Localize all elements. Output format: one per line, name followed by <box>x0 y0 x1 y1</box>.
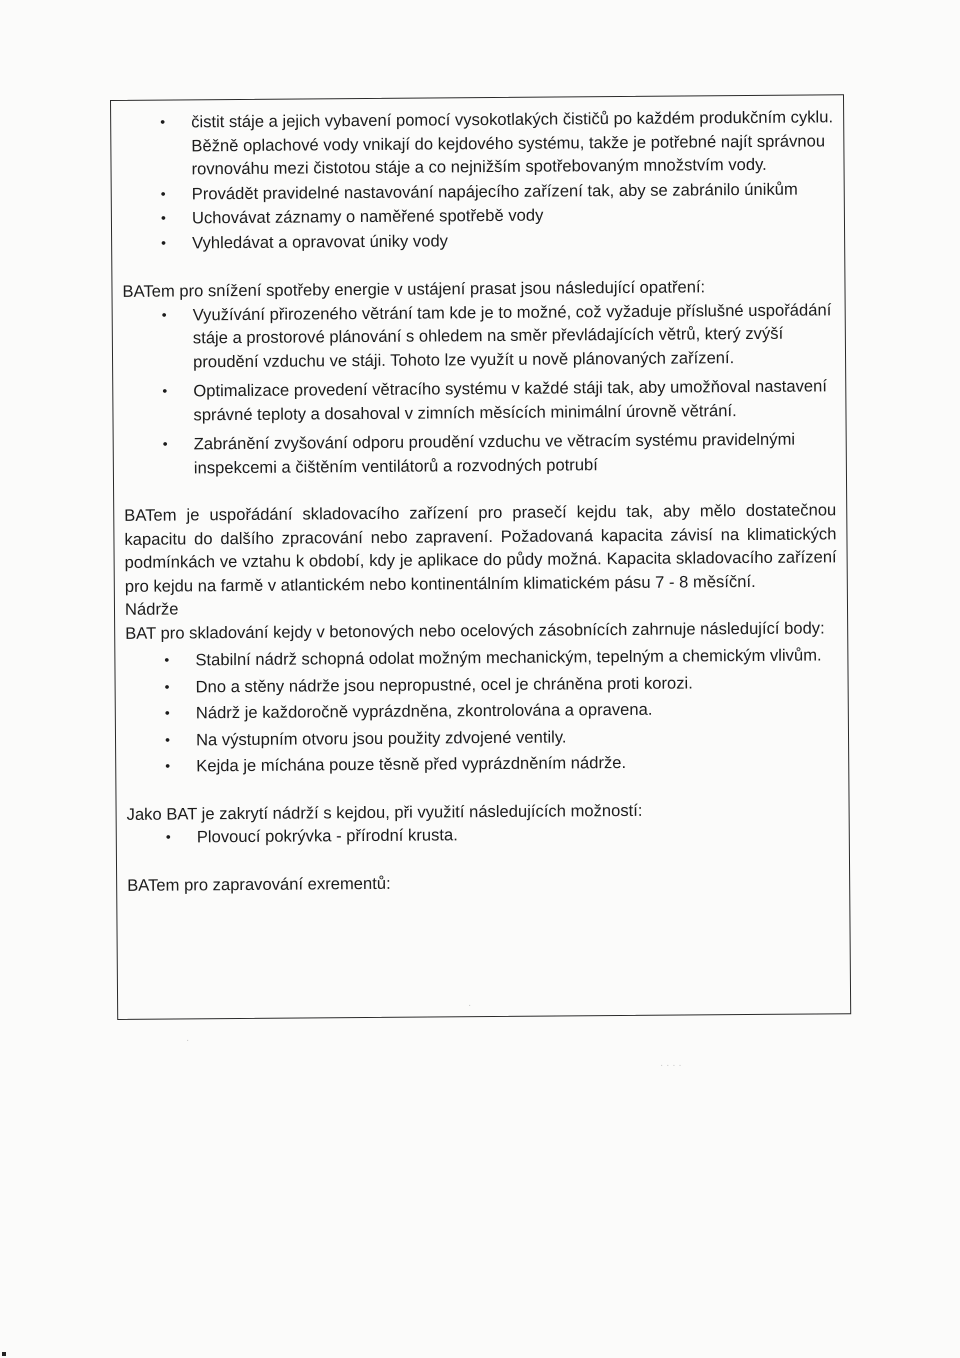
bullet: • <box>164 651 170 668</box>
list-item <box>124 427 836 480</box>
bullet: • <box>161 306 167 323</box>
tanks-heading: Nádrže <box>124 599 179 619</box>
list-item <box>123 298 836 374</box>
list-item-text: Kejda je míchána pouze těsně před vyprázdněním nádrže. <box>196 752 627 776</box>
list-item-text: Plovoucí pokrývka - přírodní krusta. <box>196 825 458 847</box>
list-item <box>121 105 834 181</box>
bullet: • <box>165 757 171 774</box>
list-item-text: Stabilní nádrž schopná odolat možným mechanickým, tepelným a chemickým vlivům. <box>195 645 822 670</box>
bullet: • <box>164 704 170 721</box>
scan-speck: · · · · <box>660 1060 682 1071</box>
document-frame <box>110 94 851 1020</box>
water-measures-list <box>121 105 834 255</box>
list-item-text: Na výstupním otvoru jsou použity zdvojené ventily. <box>195 726 567 749</box>
bullet: • <box>161 234 167 251</box>
incorporation-intro: BATem pro zapravování exrementů: <box>127 873 391 895</box>
scan-mark <box>2 1352 6 1356</box>
scan-speck: · <box>186 1035 190 1046</box>
bullet: • <box>165 828 171 845</box>
bullet: • <box>162 435 168 452</box>
bullet: • <box>160 209 166 226</box>
list-item <box>123 374 835 427</box>
bullet: • <box>162 382 168 399</box>
scan-speck: · <box>468 1000 472 1011</box>
bullet: • <box>164 731 170 748</box>
list-item-text: čistit stáje a jejich vybavení pomocí vysokotlakých čističů po každém produkčním cyklu. Běžně oplachové vody vnikají do kejdového systému, takže je potřebné najít správnou rovnováhu mezi čistotou stáje a co nejnižším spotřebovaným množstvím vody. <box>191 107 834 179</box>
list-item-text: Vyhledávat a opravovat úniky vody <box>192 230 449 252</box>
list-item-text: Dno a stěny nádrže jsou nepropustné, ocel je chráněna proti korozi. <box>195 672 693 696</box>
cover-intro: Jako BAT je zakrytí nádrží s kejdou, při využití následujících možností: <box>126 800 643 824</box>
energy-measures-list <box>123 298 836 480</box>
tanks-intro: BAT pro skladování kejdy v betonových nebo ocelových zásobnících zahrnuje následující body: <box>125 617 825 643</box>
list-item-text: Optimalizace provedení větracího systému v každé stáji tak, aby umožňoval nastavení správné teploty a dosahoval v zimních měsících minimální úrovně větrání. <box>193 376 827 424</box>
list-item <box>126 696 838 725</box>
list-item-text: Uchovávat záznamy o naměřené spotřebě vody <box>191 205 544 228</box>
storage-paragraph: BATem je uspořádání skladovacího zařízení pro prasečí kejdu tak, aby mělo dostatečnou kapacitu do dalšího zpracování nebo zapravení. Požadovaná kapacita závisí na klimatických podmínkách ve vztahu k období, kdy je aplikace do půdy možná. Kapacita skladovacího zařízení pro kejdu na farmě v atlantickém nebo kontinentálním klimatickém pásu 7 - 8 měsíční. <box>124 500 837 596</box>
list-item <box>126 723 838 752</box>
list-item <box>126 670 838 699</box>
list-item-text: Nádrž je každoročně vyprázdněna, zkontrolována a opravena. <box>195 699 653 723</box>
tanks-list <box>125 643 838 778</box>
list-item-text: Zabránění zvyšování odporu proudění vzduchu ve větracím systému pravidelnými inspekcemi a čištěním ventilátorů a rozvodných potrubí <box>193 429 796 477</box>
energy-intro: BATem pro snížení spotřeby energie v ustájení prasat jsou následující opatření: <box>122 277 706 301</box>
bullet: • <box>160 185 166 202</box>
list-item-text: Využívání přirozeného větrání tam kde je to možné, což vyžaduje příslušné uspořádání stáje a prostorové plánování s ohledem na směr převládajících větrů, který zvýší proudění vzduchu ve stáji. Tohoto lze využít u nově plánovaných zařízení. <box>192 299 832 371</box>
bullet: • <box>164 678 170 695</box>
list-item <box>125 643 837 672</box>
list-item-text: Provádět pravidelné nastavování napájecího zařízení tak, aby se zabránilo únikům <box>191 179 798 203</box>
bullet: • <box>160 113 166 130</box>
